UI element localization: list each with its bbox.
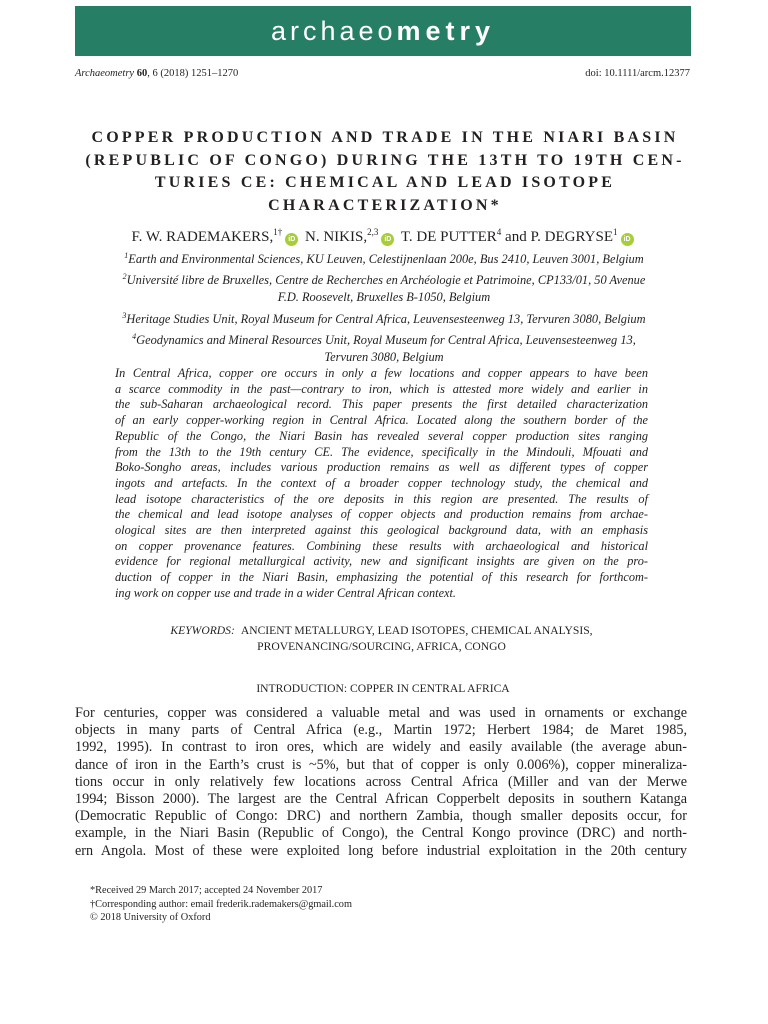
abstract-line: a scarce commodity in the past—contrary to iron, which is attested more widely and earlier in [115, 381, 648, 396]
abstract-line: the sub-Saharan archaeological record. This paper presents the first detailed characterization [115, 397, 648, 412]
affiliation-line [60, 349, 708, 366]
abstract-line: Boko-Songho areas, includes various production remains as well as different types of copper [115, 460, 648, 475]
title-line: CHARACTERIZATION* [268, 196, 502, 214]
author-affiliation-mark: 2,3 [367, 227, 379, 237]
keywords-line: PROVENANCING/SOURCING, AFRICA, CONGO [257, 639, 506, 653]
journal-issue-pages: , 6 (2018) 1251–1270 [147, 68, 239, 79]
affiliation-text: Université libre de Bruxelles, Centre de Recherches en Archéologie et Patrimoine, CP133/01, 50 Avenue [126, 273, 646, 288]
footnote-copyright: © 2018 University of Oxford [90, 912, 211, 923]
author-list [60, 227, 708, 246]
affiliation-line [60, 247, 708, 268]
author-separator: and [501, 229, 531, 245]
affiliation-line [60, 328, 708, 349]
abstract-line: ing work on copper use and trade in a wider Central African context. [115, 585, 456, 600]
orcid-icon[interactable]: iD [285, 233, 298, 246]
abstract-line: ological sites are then interpreted against this geological background data, with an emphasis [115, 523, 648, 538]
article-title [80, 127, 690, 217]
affiliation-line [60, 268, 708, 289]
abstract-line: the chemical and lead isotope analyses of copper objects and production remains from archae- [115, 507, 648, 522]
affiliation-number: 2 [122, 272, 127, 282]
abstract-line: ingots and artefacts. In the context of a broader copper technology study, the chemical and [115, 475, 648, 490]
body-line: 1994; Bisson 2000). The largest are the Central African Copperbelt deposits in southern Katanga [75, 791, 687, 808]
citation-info [75, 68, 238, 79]
abstract-line: lead isotope characteristics of the ore deposits in this region are presented. The results of [115, 491, 648, 506]
abstract-line: Republic of the Congo, the Niari Basin has revealed several copper production sites ranging [115, 428, 648, 443]
body-line: (Democratic Republic of Congo: DRC) and northern Zambia, though smaller deposits occur, for [75, 808, 687, 825]
affiliation-text: Earth and Environmental Sciences, KU Leuven, Celestijnenlaan 200e, Bus 2410, Leuven 3001, Belgium [128, 252, 644, 266]
footnote-corresponding: †Corresponding author: email frederik.rademakers@gmail.com [90, 898, 352, 910]
affiliation-text: Heritage Studies Unit, Royal Museum for Central Africa, Leuvensesteenweg 13, Tervuren 3080, Belgium [126, 311, 646, 326]
body-line: dance of iron in the Earth’s crust is ~5%, but that of copper is only 0.006%), copper mineraliza- [75, 756, 687, 773]
body-line: tions occur in only relatively few locations across Central Africa (Miller and van der Merwe [75, 773, 687, 790]
journal-volume: 60 [136, 68, 148, 79]
author-affiliation-mark: 1 [613, 227, 618, 237]
abstract [115, 366, 648, 602]
body-line: objects in many parts of Central Africa (e.g., Martin 1972; Herbert 1984; de Maret 1985, [75, 722, 687, 739]
abstract-line: In Central Africa, copper ore occurs in only a few locations and copper appears to have been [115, 366, 648, 380]
doi[interactable]: doi: 10.1111/arcm.12377 [585, 68, 690, 79]
title-line: TURIES CE: CHEMICAL AND LEAD ISOTOPE [154, 174, 616, 191]
journal-name: Archaeometry [75, 68, 135, 79]
footnote-received: *Received 29 March 2017; accepted 24 November 2017 [90, 885, 323, 896]
body-text [75, 705, 687, 860]
body-line: ern Angola. Most of these were exploited long before industrial exploitation in the 20th century [75, 842, 687, 859]
affiliation-line [60, 307, 708, 328]
keywords-label: KEYWORDS: [170, 624, 235, 637]
abstract-line: from the 13th to the 19th century CE. The evidence, specifically in the Mindouli, Mfouati and [115, 444, 648, 459]
title-line: COPPER PRODUCTION AND TRADE IN THE NIARI BASIN [91, 129, 679, 146]
affiliation-text: Tervuren 3080, Belgium [324, 350, 444, 365]
affiliation-number: 3 [122, 310, 127, 320]
abstract-line: on copper provenance features. Combining these results with archaeological and historical [115, 538, 648, 553]
banner-text-bold: metry [396, 16, 496, 46]
author-affiliation-mark: 1 [273, 227, 278, 237]
author-name[interactable]: P. DEGRYSE [530, 229, 613, 245]
affiliation-text: Geodynamics and Mineral Resources Unit, Royal Museum for Central Africa, Leuvensesteenweg 13, [136, 332, 636, 347]
footnotes [90, 884, 352, 925]
banner-text-light: archaeo [270, 16, 397, 46]
author-name[interactable]: T. DE PUTTER [400, 229, 497, 245]
author-name[interactable]: F. W. RADEMAKERS, [131, 229, 274, 245]
corresponding-author-mark: † [277, 227, 283, 237]
abstract-line: duction of copper in the Niari Basin, emphasizing the potential of this research for forthcom- [115, 570, 648, 585]
body-line: example, in the Niari Basin (Republic of Congo), the Central Kongo province (DRC) and north- [75, 825, 687, 842]
abstract-line: evidence for regional metallurgical activity, new and significant insights are given on the pro- [115, 554, 648, 569]
orcid-icon[interactable]: iD [621, 233, 634, 246]
author-name[interactable]: N. NIKIS, [305, 229, 368, 245]
affiliation-number: 1 [124, 251, 129, 260]
title-line: (REPUBLIC OF CONGO) DURING THE 13TH TO 19TH CEN- [85, 151, 685, 169]
orcid-icon[interactable]: iD [381, 233, 394, 246]
affiliation-number: 4 [132, 331, 137, 341]
author-affiliation-mark: 4 [496, 227, 502, 237]
keywords [115, 623, 648, 654]
affiliation-line [60, 289, 708, 306]
section-heading: INTRODUCTION: COPPER IN CENTRAL AFRICA [256, 682, 510, 695]
affiliations [60, 247, 708, 366]
body-line: For centuries, copper was considered a valuable metal and was used in ornaments or exchange [75, 705, 687, 721]
abstract-line: of an early copper-working region in Central Africa. Located along the southern border of the [115, 413, 648, 428]
keywords-line: ANCIENT METALLURGY, LEAD ISOTOPES, CHEMICAL ANALYSIS, [240, 624, 593, 637]
affiliation-text: F.D. Roosevelt, Bruxelles B-1050, Belgium [277, 290, 491, 305]
journal-banner [75, 6, 691, 56]
body-line: 1992, 1995). In contrast to iron ores, which are widely and easily available (the average abun- [75, 739, 687, 756]
